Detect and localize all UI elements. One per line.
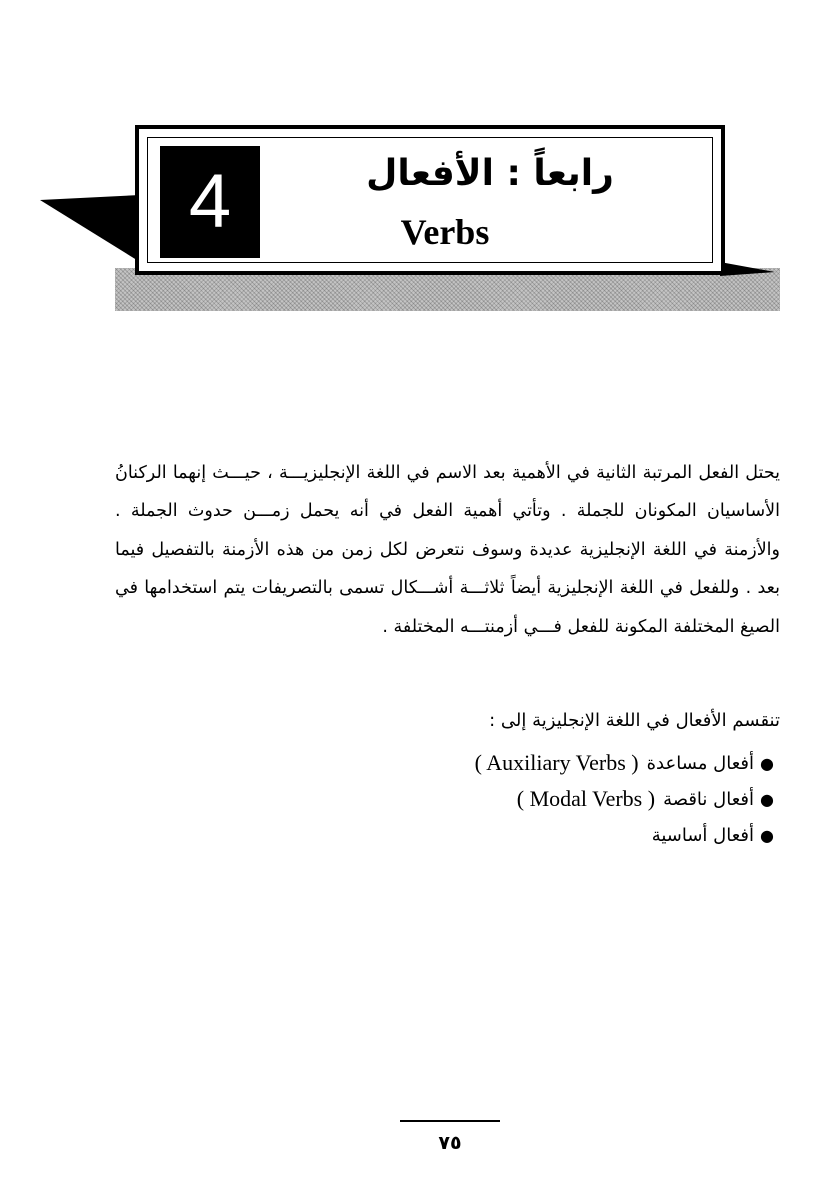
- footer-rule: [400, 1120, 500, 1122]
- chapter-title-arabic: رابعاً : الأفعال: [366, 153, 614, 194]
- left-wedge: [40, 195, 140, 262]
- verb-type-arabic: أفعال مساعدة: [646, 752, 754, 774]
- bullet-icon: ●: [760, 825, 774, 845]
- verb-type-english: ( Modal Verbs ): [516, 786, 656, 811]
- verb-types-list: [115, 745, 780, 853]
- list-item-main: [115, 817, 780, 853]
- bullet-icon: ●: [760, 753, 774, 773]
- chapter-title-english: Verbs: [400, 212, 490, 252]
- list-item-modal: [115, 781, 780, 817]
- verb-type-arabic: أفعال أساسية: [651, 824, 754, 846]
- verb-type-english: ( Auxiliary Verbs ): [474, 750, 639, 775]
- page-number: ٧٥: [438, 1132, 462, 1154]
- chapter-number: 4: [160, 146, 260, 258]
- list-item-auxiliary: [115, 745, 780, 781]
- bullet-icon: ●: [760, 789, 774, 809]
- verbs-intro: تنقسم الأفعال في اللغة الإنجليزية إلى :: [489, 710, 780, 731]
- chapter-header: [0, 0, 820, 320]
- body-paragraph: يحتل الفعل المرتبة الثانية في الأهمية بعد الاسم في اللغة الإنجليزيـــة ، حيـــث إنهما الركنانُ الأساسيان المكونان للجملة . وتأتي أهمية الفعل في أنه يحمل زمـــن حدوث الجملة . والأزمنة في اللغة الإنجليزية عديدة وسوف نتعرض لكل زمن من هذه الأزمنة بالتفصيل فيما بعد . وللفعل في اللغة الإنجليزية أيضاً ثلاثـــة أشـــكال تسمى بالتصريفات يتم استخدامها في الصيغ المختلفة المكونة للفعل فـــي أزمنتـــه المختلفة .: [115, 462, 780, 637]
- verb-type-arabic: أفعال ناقصة: [663, 788, 754, 810]
